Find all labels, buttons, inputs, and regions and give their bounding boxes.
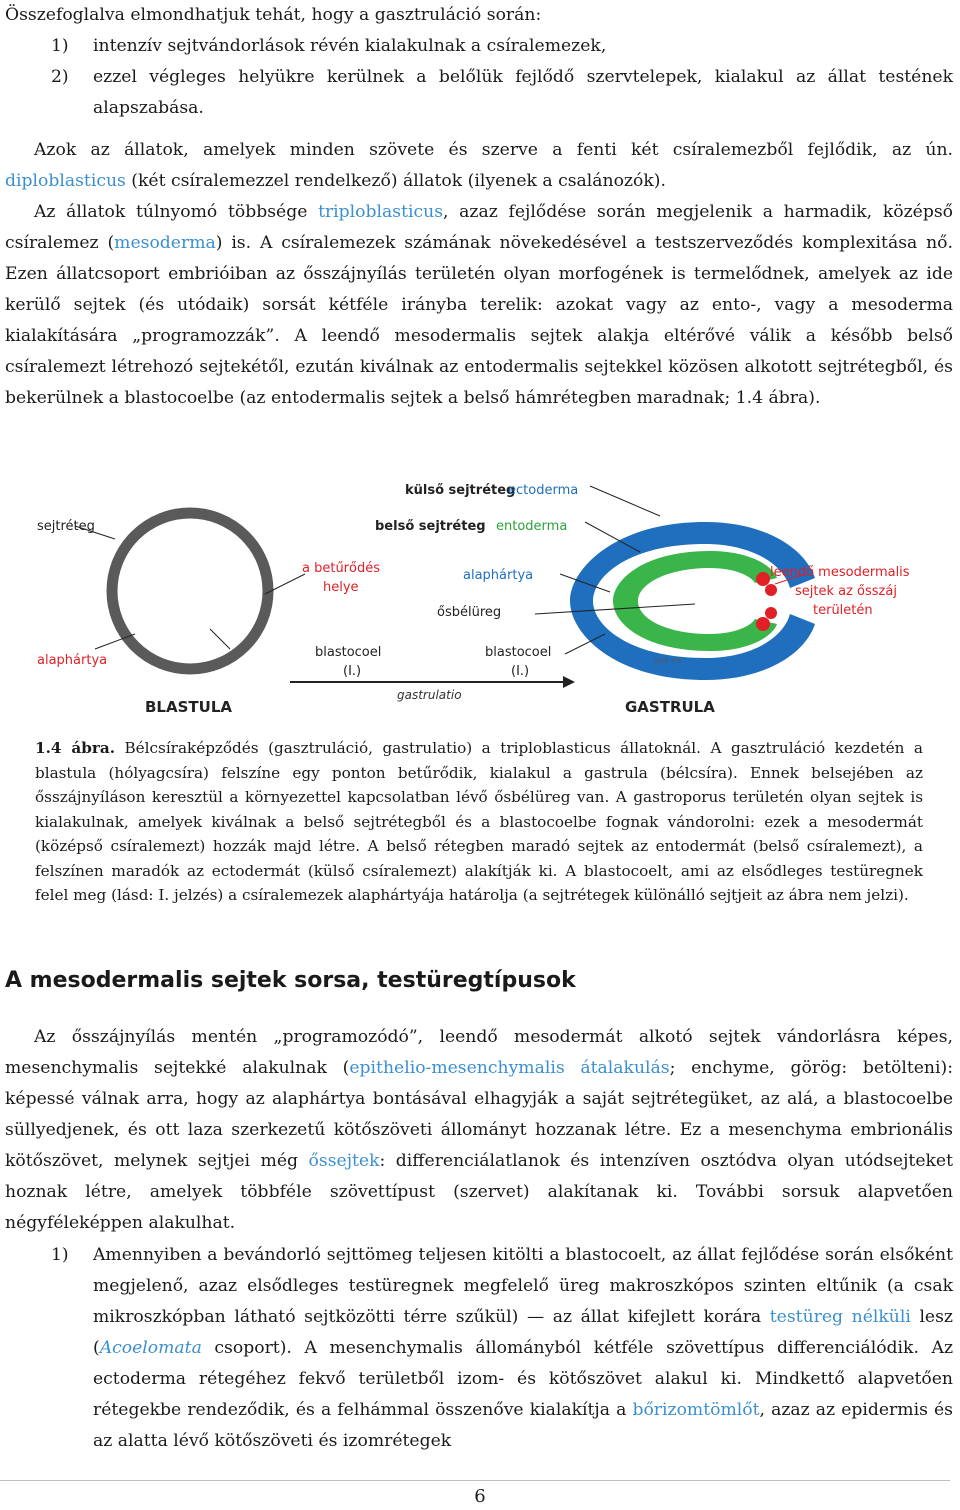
- para4-text-c: : differenciálatlanok és intenzíven osztódva olyan utódsejteket hoznak létre, amelyek többféle szövettípust (szervet) alakítanak ki. További sorsuk alapvetően négyféleképpen alakulhat.: [5, 1151, 953, 1233]
- caption-text: Bélcsíraképződés (gasztruláció, gastrulatio) a triploblasticus állatoknál. A gasztruláció kezdetén a blastula (hólyagcsíra) felszíne egy ponton betűrődik, kialakul a gastrula (bélcsíra). Ennek belsejében az ősszájnyíláson keresztül a környezettel kapcsolatban lévő ősbélüreg van. A gastroporus területén olyan sejtek is kialakulnak, amelyek kiválnak a belső sejtrétegből és a blastocoelbe fognak vándorolni: ezek a mesodermát (középső csíralemezt) hozzák majd létre. A belső rétegben maradó sejtek az entodermát (belső csíralemezt), a felszínen maradók az ectodermát (külső csíralemezt) alakítják ki. A blastocoelt, ami az elsődleges testüregnek felel meg (lásd: I. jelzés) a csíralemezek alaphártyája határolja (a sejtrétegek különálló sejtjeit az ábra nem jelzi).: [35, 739, 923, 904]
- label-meso-2: sejtek az ősszáj: [795, 584, 897, 599]
- page-number: 6: [474, 1486, 486, 1507]
- list-item-number: 1): [51, 1245, 69, 1265]
- label-entoderma: entoderma: [496, 519, 568, 534]
- label-blastocoel-right-roman: (I.): [511, 664, 530, 679]
- term-ossejtek[interactable]: őssejtek: [308, 1151, 380, 1171]
- term-diploblasticus[interactable]: diploblasticus: [5, 171, 126, 191]
- intro-item-2: [5, 62, 953, 124]
- paragraph-triploblasticus: [5, 197, 953, 414]
- mesoderm-cell: [765, 584, 777, 596]
- para4-text-a: Az ősszájnyílás mentén „programozódó”, leendő mesodermát alkotó sejtek vándorlásra képes, mesenchymalis sejtekké alakulnak (: [5, 1027, 953, 1078]
- gastrulation-diagram: [5, 464, 953, 726]
- caption-number: 1.4 ábra.: [35, 739, 115, 757]
- paragraph-mesenchyma: [5, 1022, 953, 1239]
- term-epithelio-mesenchymalis[interactable]: epithelio-mesenchymalis átalakulás: [349, 1058, 670, 1078]
- ectoderm-layer: [570, 522, 815, 680]
- para3-text-b: , azaz fejlődése során megjelenik a harmadik, középső csíralemez (: [5, 202, 953, 253]
- label-blastocoel-right: blastocoel: [485, 645, 552, 660]
- para3-text-a: Az állatok túlnyomó többsége: [34, 202, 319, 222]
- term-testureg-nelkuli[interactable]: testüreg nélküli: [769, 1307, 911, 1327]
- list2-text-d: , azaz az epidermis és az alatta lévő kötőszöveti és izomrétegek: [93, 1400, 953, 1451]
- label-sejtreteg: sejtréteg: [37, 519, 95, 534]
- intro-item-1: [5, 31, 953, 62]
- label-blastocoel-left-roman: (I.): [343, 664, 362, 679]
- footer-divider: [0, 1480, 950, 1481]
- intro-item-2-number: 2): [51, 67, 69, 87]
- endoderm-layer: [613, 551, 777, 651]
- para3-text-c: ) is. A csíralemezek számának növekedésével a testszerveződés komplexitása nő. Ezen állatcsoport embrióiban az ősszájnyílás területén olyan morfogének is termelődnek, amelyek az ide kerülő sejtek (és utódaik) sorsát kétféle irányba terelik: azokat vagy az ento-, vagy a mesoderma kialakítására „programozzák”. A leendő mesodermalis sejtek alakja eltérővé válik a később belső csíralemezt létrehozó sejtekétől, ezután kiválnak az entodermalis sejtekkel közösen alkotott sejtrétegből, és bekerülnek a blastocoelbe (az entodermalis sejtek a belső hámrétegben maradnak; 1.4 ábra).: [5, 233, 953, 408]
- paragraph-diploblasticus: [5, 135, 953, 197]
- list2-text-a: Amennyiben a bevándorló sejttömeg teljesen kitölti a blastocoelt, az állat fejlődése során elsőként megjelenő, azaz elsődleges testüregnek megfelelő üreg makroszkópos szinten eltűnik (a csak mikroszkópban látható sejtközötti térre szűkül) — az állat kifejlett korára: [93, 1245, 953, 1327]
- label-beturodes-1: a betűrődés: [302, 561, 381, 576]
- label-meso-3: területén: [813, 603, 873, 618]
- mesoderm-cell: [756, 617, 770, 631]
- label-alaphartya-right: alaphártya: [463, 568, 534, 583]
- term-borizomtomlo[interactable]: bőrizomtömlőt: [632, 1400, 760, 1420]
- label-gastrulatio: gastrulatio: [397, 688, 462, 702]
- intro-item-1-number: 1): [51, 36, 69, 56]
- label-alaphartya-left: alaphártya: [37, 653, 108, 668]
- figure-gastrulation: [5, 464, 953, 726]
- blastula-ring: [112, 513, 268, 669]
- section-heading: A mesodermalis sejtek sorsa, testüregtípusok: [5, 968, 576, 993]
- figure-caption: [35, 736, 923, 908]
- intro-item-2-text: ezzel végleges helyükre kerülnek a belőlük fejlődő szervtelepek, kialakul az állat testének alapszabása.: [93, 67, 953, 118]
- term-mesoderma[interactable]: mesoderma: [114, 233, 216, 253]
- intro-item-1-text: intenzív sejtvándorlások révén kialakulnak a csíralemezek,: [93, 36, 607, 56]
- para2-text-a: Azok az állatok, amelyek minden szövete és szerve a fenti két csíralemezből fejlődik, az ún.: [34, 140, 953, 160]
- label-kulso-sejtreteg: külső sejtréteg: [405, 483, 516, 498]
- leader-line: [590, 486, 660, 516]
- label-gastrula: GASTRULA: [625, 698, 715, 716]
- leader-line: [210, 629, 230, 649]
- para4-text-b: ; enchyme, görög: betölteni): képessé válnak arra, hogy az alaphártya bontásával elhagyják a saját sejtrétegüket, az alá, a blastocoelbe süllyedjenek, és ott laza szerkezetű kötőszöveti állományt hozzanak létre. Ez a mesenchyma embrionális kötőszövet, melynek sejtjei még: [5, 1058, 953, 1171]
- term-acoelomata[interactable]: Acoelomata: [99, 1338, 202, 1358]
- label-meso-1: leendő mesodermalis: [770, 565, 910, 580]
- mesoderm-cell: [765, 607, 777, 619]
- label-beturodes-2: helye: [323, 580, 359, 595]
- para2-text-b: (két csíralemezzel rendelkező) állatok (ilyenek a csalánozók).: [125, 171, 666, 191]
- label-osbeluureg: ősbélüreg: [437, 605, 502, 620]
- mesoderm-cell: [756, 572, 770, 586]
- label-blastula: BLASTULA: [145, 698, 232, 716]
- list-item-acoelomata: [5, 1240, 953, 1457]
- intro-lead: Összefoglalva elmondhatjuk tehát, hogy a gasztruláció során:: [5, 5, 542, 25]
- label-blastocoel-left: blastocoel: [315, 645, 382, 660]
- term-triploblasticus[interactable]: triploblasticus: [318, 202, 444, 222]
- label-belso-sejtreteg: belső sejtréteg: [375, 519, 486, 534]
- gastrulatio-arrowhead: [563, 676, 575, 688]
- label-ectoderma: ectoderma: [508, 483, 579, 498]
- list2-text-c: csoport). A mesenchymalis állományból kétféle szövettípus differenciálódik. Az ectoderma rétegéhez fekvő területből izom- és kötőszövet alakul ki. Mindkettő alapvetően rétegekbe rendeződik, és a felhámmal összenőve kialakítja a: [93, 1338, 953, 1420]
- list2-text-b: lesz (: [93, 1307, 953, 1358]
- label-credit: ELTE TTK: [655, 658, 682, 665]
- intro-block: [5, 0, 953, 124]
